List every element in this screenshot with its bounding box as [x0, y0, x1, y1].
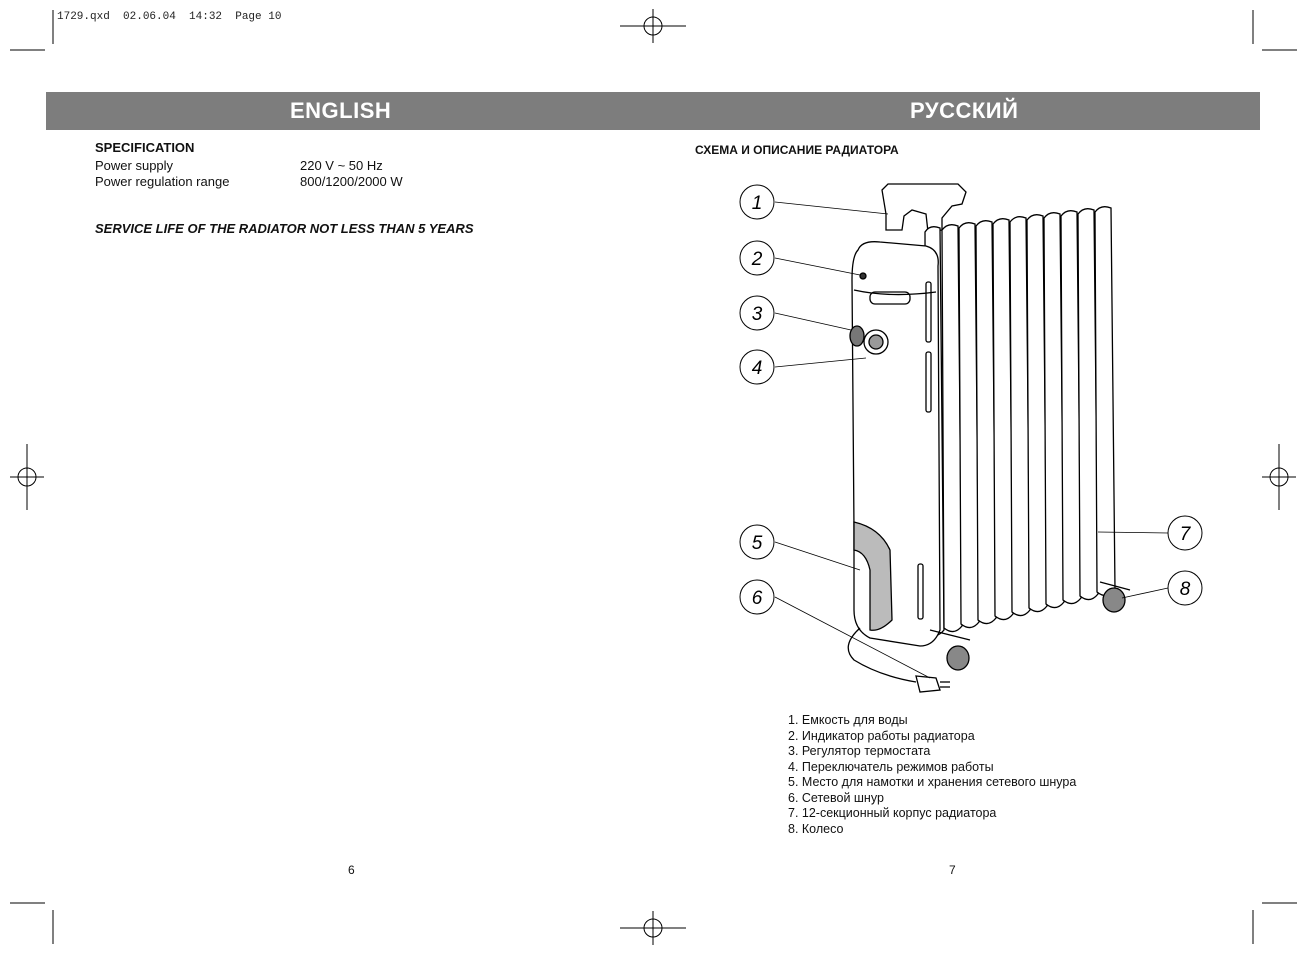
radiator-fins — [925, 207, 1115, 636]
page-title-russian: РУССКИЙ — [910, 98, 1019, 123]
callout-1 — [740, 185, 774, 219]
callout-label: 7 — [1179, 524, 1191, 545]
thermostat-knob — [850, 326, 864, 346]
page-number-left: 6 — [348, 863, 355, 877]
callout-label: 6 — [751, 588, 763, 609]
header-banner — [46, 92, 1260, 130]
list-item: 5. Место для намотки и хранения сетевого шнура — [788, 775, 1077, 789]
spec-label: Power regulation range — [95, 174, 230, 189]
list-item: 6. Сетевой шнур — [788, 790, 884, 805]
list-item: 8. Колесо — [788, 821, 844, 836]
service-life-note: SERVICE LIFE OF THE RADIATOR NOT LESS THAN 5 YEARS — [95, 221, 474, 236]
list-item: 4. Переключатель режимов работы — [788, 759, 994, 774]
parts-list — [788, 713, 1076, 837]
callout-label: 8 — [1179, 579, 1191, 600]
diagram-heading: СХЕМА И ОПИСАНИЕ РАДИАТОРА — [695, 143, 899, 157]
spec-value: 800/1200/2000 W — [300, 174, 403, 189]
callout-3 — [740, 296, 774, 330]
callout-label: 1 — [751, 193, 763, 214]
callout-label: 2 — [751, 249, 763, 270]
list-item: 3. Регулятор термостата — [788, 744, 931, 758]
list-item: 1. Емкость для воды — [788, 713, 908, 727]
callout-4 — [740, 350, 774, 384]
spec-heading: SPECIFICATION — [95, 140, 195, 155]
callout-8 — [1168, 571, 1202, 605]
page-title-english: ENGLISH — [290, 98, 392, 123]
print-slug: 1729.qxd 02.06.04 14:32 Page 10 — [57, 11, 282, 23]
list-item: 2. Индикатор работы радиатора — [788, 728, 975, 743]
list-item: 7. 12-секционный корпус радиатора — [788, 806, 997, 820]
spec-value: 220 V ~ 50 Hz — [300, 158, 383, 173]
page-number-right: 7 — [949, 863, 956, 877]
callout-7 — [1168, 516, 1202, 550]
callout-2 — [740, 241, 774, 275]
radiator-diagram — [730, 170, 1210, 700]
front-wheel — [947, 646, 969, 670]
callout-5 — [740, 525, 774, 559]
rear-wheel — [1103, 588, 1125, 612]
callout-label: 3 — [751, 304, 763, 325]
callout-label: 5 — [751, 533, 763, 554]
front-panel-shape — [852, 242, 940, 646]
callout-6 — [740, 580, 774, 614]
spec-label: Power supply — [95, 158, 174, 173]
callout-label: 4 — [751, 358, 763, 379]
indicator-light — [860, 273, 866, 279]
